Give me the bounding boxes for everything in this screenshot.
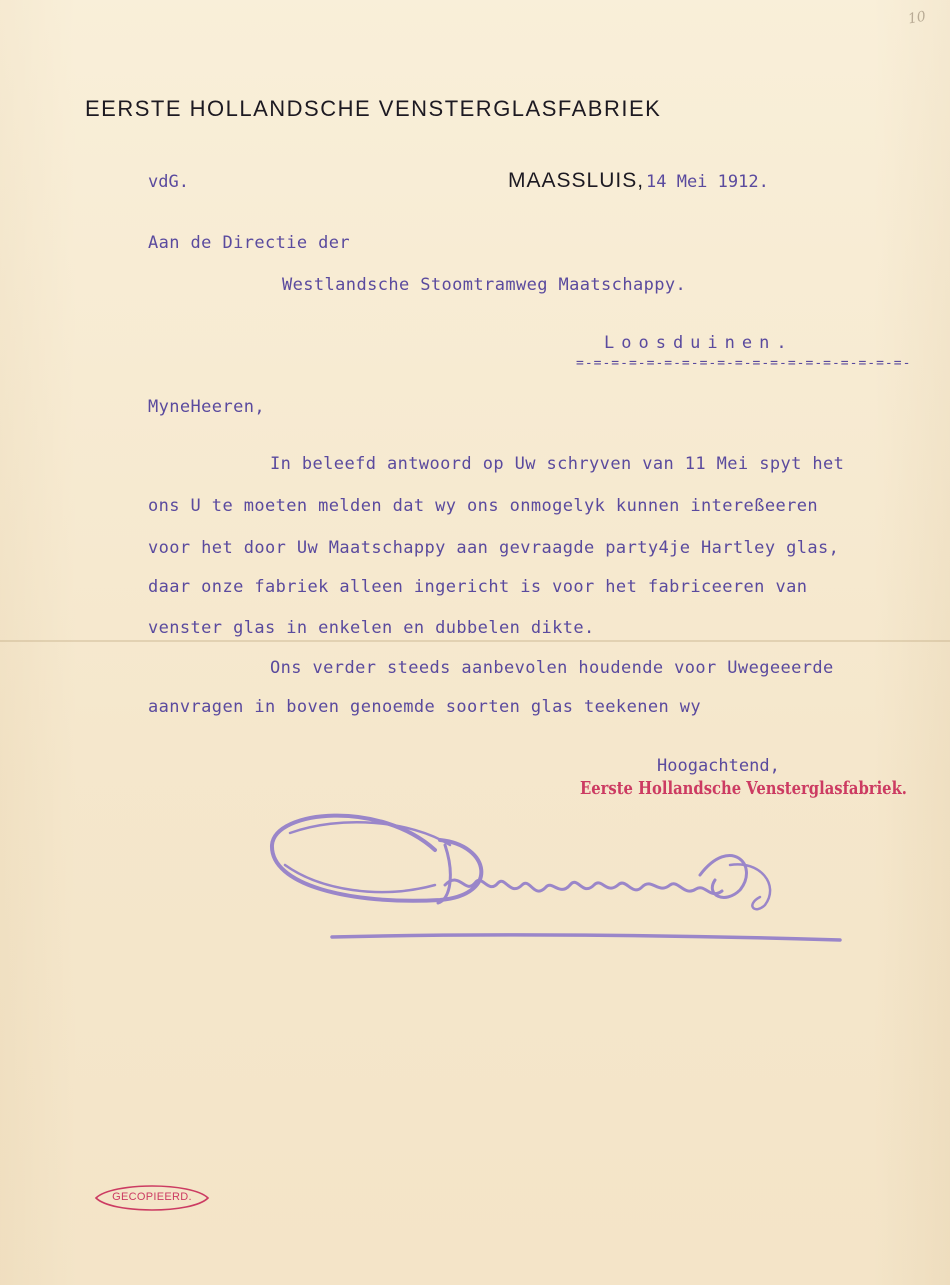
- letter-date: 14 Mei 1912.: [646, 172, 769, 192]
- underline-rule: =-=-=-=-=-=-=-=-=-=-=-=-=-=-=-=-=-=-=-: [576, 356, 912, 371]
- body-line-1: In beleefd antwoord op Uw schryven van 11 Mei spyt het: [270, 454, 845, 474]
- addressee-line-1: Aan de Directie der: [148, 233, 351, 253]
- body-line-6: Ons verder steeds aanbevolen houdende voor Uwegeeerde: [270, 658, 834, 678]
- body-line-5: venster glas in enkelen en dubbelen dikte.: [148, 618, 595, 638]
- copied-stamp: [92, 1178, 212, 1218]
- company-stamp: Eerste Hollandsche Vensterglasfabriek.: [580, 778, 907, 799]
- body-line-3: voor het door Uw Maatschappy aan gevraagde party4je Hartley glas,: [148, 538, 840, 558]
- body-line-4: daar onze fabriek alleen ingericht is voor het fabriceeren van: [148, 577, 808, 597]
- handwritten-signature: [260, 805, 850, 955]
- addressee-line-2: Westlandsche Stoomtramweg Maatschappy.: [282, 275, 687, 295]
- archive-number: 10: [906, 8, 928, 28]
- fold-line: [0, 640, 950, 642]
- body-line-7: aanvragen in boven genoemde soorten glas teekenen wy: [148, 697, 702, 717]
- letterhead-company: EERSTE HOLLANDSCHE VENSTERGLASFABRIEK: [85, 96, 662, 121]
- addressee-city: Loosduinen.: [604, 333, 794, 353]
- copied-stamp-label: GECOPIEERD.: [112, 1191, 192, 1203]
- body-line-2: ons U te moeten melden dat wy ons onmogelyk kunnen intereßeeren: [148, 496, 818, 516]
- salutation: MyneHeeren,: [148, 397, 265, 417]
- place-name: MAASSLUIS,: [508, 169, 645, 192]
- reference-initials: vdG.: [148, 172, 189, 192]
- closing-phrase: Hoogachtend,: [657, 756, 780, 776]
